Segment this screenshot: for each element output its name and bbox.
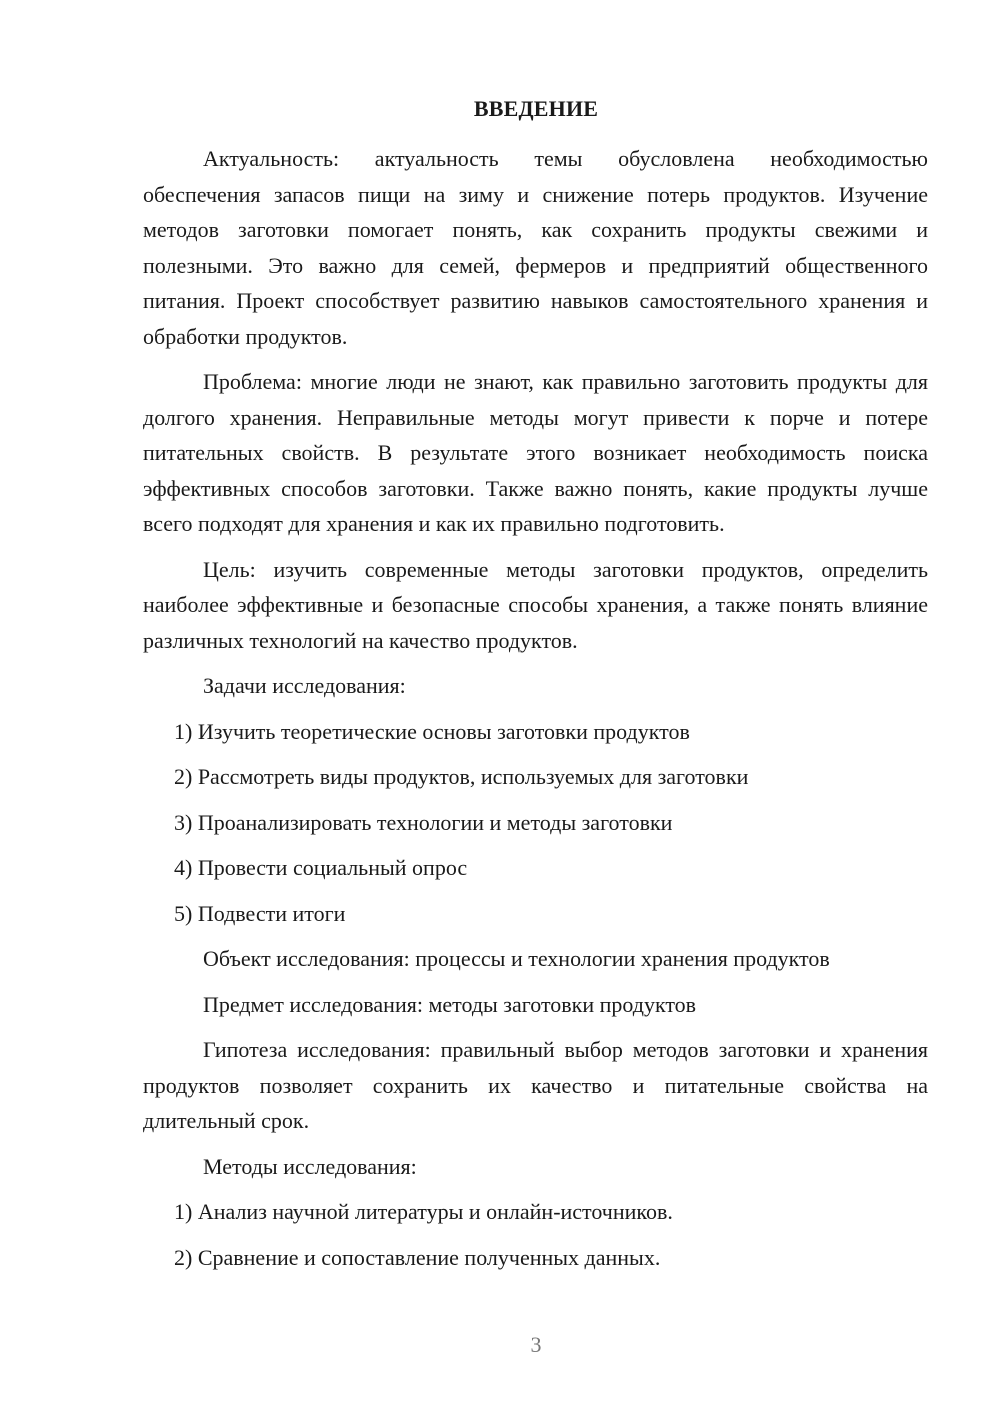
tasks-list: [143, 714, 928, 932]
document-body: [143, 141, 928, 1285]
list-item: 2) Рассмотреть виды продуктов, используемых для заготовки: [174, 764, 749, 789]
object-paragraph: Объект исследования: процессы и технологии хранения продуктов: [203, 946, 830, 971]
list-item: 4) Провести социальный опрос: [174, 855, 468, 880]
tasks-heading: Задачи исследования:: [203, 673, 406, 698]
relevance-paragraph: Актуальность: актуальность темы обусловлена необходимостью обеспечения запасов пищи на зиму и снижение потерь продуктов. Изучение методов заготовки помогает понять, как сохранить продукты свежими и полезными. Это важно для семей, фермеров и предприятий общественного питания. Проект способствует развитию навыков самостоятельного хранения и обработки продуктов.: [143, 146, 928, 349]
list-item: 3) Проанализировать технологии и методы заготовки: [174, 809, 673, 835]
list-item: 2) Сравнение и сопоставление полученных данных.: [174, 1244, 661, 1270]
list-item: 1) Анализ научной литературы и онлайн-источников.: [174, 1199, 673, 1224]
methods-heading: Методы исследования:: [203, 1153, 417, 1179]
page-number: 3: [530, 1332, 542, 1357]
hypothesis-paragraph: Гипотеза исследования: правильный выбор методов заготовки и хранения продуктов позволяет сохранить их качество и питательные свойства на длительный срок.: [143, 1037, 928, 1133]
list-item: 5) Подвести итоги: [174, 900, 346, 926]
page-title: ВВЕДЕНИЕ: [473, 96, 599, 121]
subject-paragraph: Предмет исследования: методы заготовки продуктов: [203, 991, 697, 1017]
methods-list: [143, 1194, 928, 1275]
list-item: 1) Изучить теоретические основы заготовки продуктов: [174, 718, 690, 744]
problem-paragraph: Проблема: многие люди не знают, как правильно заготовить продукты для долгого хранения. Неправильные методы могут привести к порче и потере питательных свойств. В результате этого возникает необходимость поиска эффективных способов заготовки. Также важно понять, какие продукты лучше всего подходят для хранения и как их правильно подготовить.: [143, 369, 928, 536]
goal-paragraph: Цель: изучить современные методы заготовки продуктов, определить наиболее эффективные и безопасные способы хранения, а также понять влияние различных технологий на качество продуктов.: [143, 556, 928, 653]
